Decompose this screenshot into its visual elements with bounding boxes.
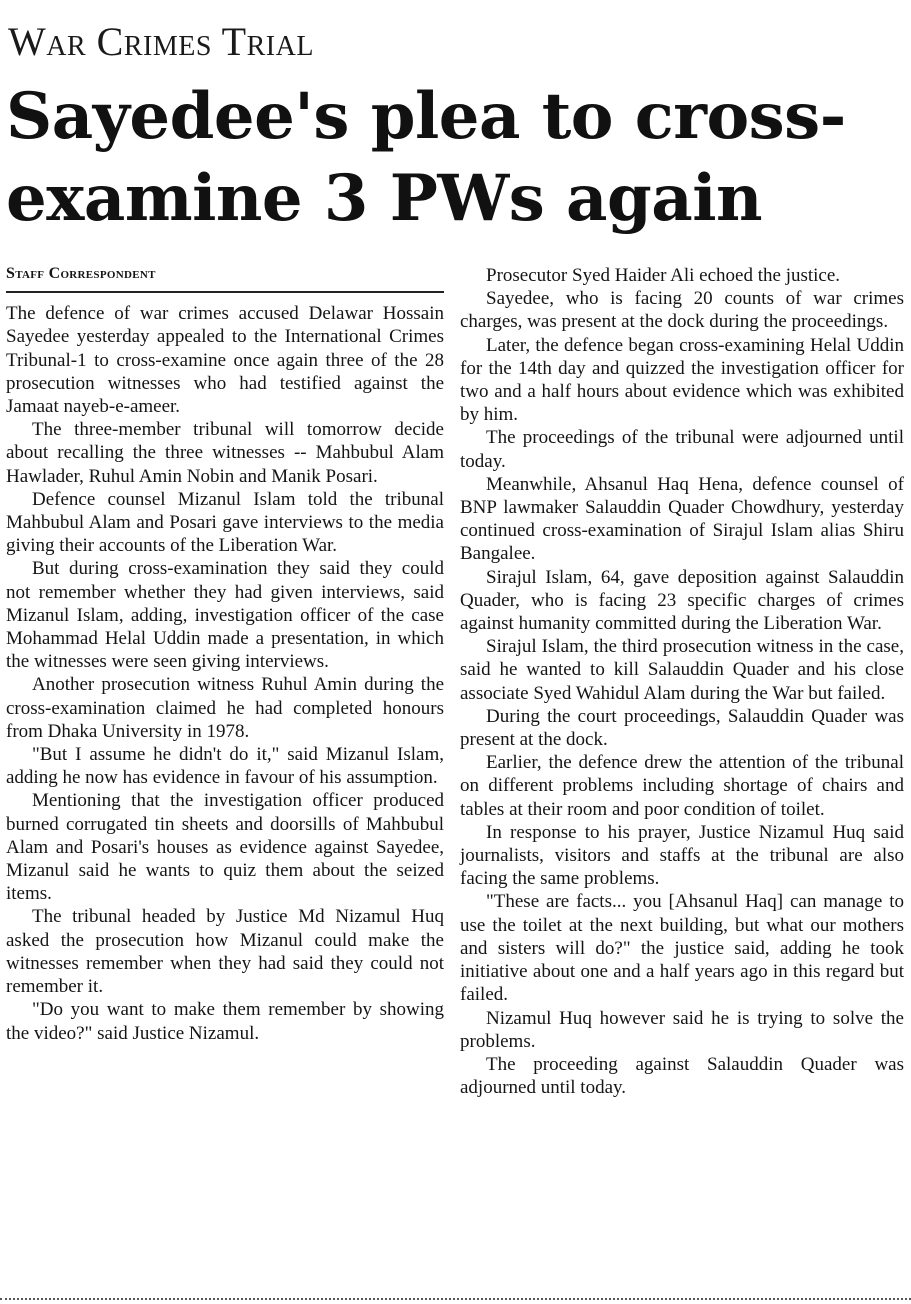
paragraph: Prosecutor Syed Haider Ali echoed the justice. — [486, 265, 841, 286]
article-column-left — [6, 262, 444, 1045]
paragraph: The proceedings of the tribunal were adjourned until today. — [460, 427, 904, 472]
paragraph: The three-member tribunal will tomorrow decide about recalling the three witnesses -- Mahbubul Alam Hawlader, Ruhul Amin Nobin and Manik Posari. — [6, 419, 444, 487]
section-kicker: War Crimes Trial — [8, 19, 314, 64]
paragraph: Sirajul Islam, 64, gave deposition against Salauddin Quader, who is facing 23 specific charges of crimes against humanity committed during the Liberation War. — [460, 566, 904, 635]
paragraph: "But I assume he didn't do it," said Mizanul Islam, adding he now has evidence in favour of his assumption. — [6, 744, 444, 789]
paragraph: Sayedee, who is facing 20 counts of war crimes charges, was present at the dock during the proceedings. — [460, 288, 904, 333]
paragraph: Meanwhile, Ahsanul Haq Hena, defence counsel of BNP lawmaker Salauddin Quader Chowdhury, yesterday continued cross-examination of Sirajul Islam alias Shiru Bangalee. — [460, 473, 904, 565]
bottom-cut-line — [0, 1298, 911, 1300]
headline-line-2: examine 3 PWs again — [6, 161, 763, 236]
paragraph: The proceeding against Salauddin Quader was adjourned until today. — [460, 1053, 904, 1099]
paragraph: Later, the defence began cross-examining Helal Uddin for the 14th day and quizzed the investigation officer for two and a half hours about evidence which was exhibited by him. — [460, 334, 904, 426]
paragraph: During the court proceedings, Salauddin Quader was present at the dock. — [460, 705, 904, 751]
paragraph: Sirajul Islam, the third prosecution witness in the case, said he wanted to kill Salauddin Quader and his close associate Syed Wahidul Alam during the War but failed. — [460, 636, 904, 704]
paragraph: Nizamul Huq however said he is trying to solve the problems. — [460, 1007, 904, 1052]
paragraph: But during cross-examination they said they could not remember whether they had given interviews, said Mizanul Islam, adding, investigation officer of the case Mohammad Helal Uddin made a presentation, in which the witnesses were seen giving interviews. — [6, 558, 444, 673]
paragraph: The tribunal headed by Justice Md Nizamul Huq asked the prosecution how Mizanul could make the witnesses remember when they had said they could not remember it. — [6, 906, 444, 998]
headline-line-1: Sayedee's plea to cross- — [6, 79, 846, 154]
paragraph: Defence counsel Mizanul Islam told the tribunal Mahbubul Alam and Posari gave interviews to the media giving their accounts of the Liberation War. — [6, 488, 444, 557]
article-column-right — [460, 264, 904, 1099]
paragraph: Mentioning that the investigation officer produced burned corrugated tin sheets and doorsills of Mahbubul Alam and Posari's houses as evidence against Sayedee, Mizanul said he wants to quiz them about the seized items. — [6, 790, 444, 905]
paragraph: "These are facts... you [Ahsanul Haq] can manage to use the toilet at the next building, but what our mothers and sisters will do?" the justice said, adding he took initiative about one and a half years ago in this regard but failed. — [460, 891, 904, 1006]
paragraph: Earlier, the defence drew the attention of the tribunal on different problems including shortage of chairs and tables at their room and poor condition of toilet. — [460, 752, 904, 820]
headline — [6, 76, 906, 240]
byline: Staff Correspondent — [6, 262, 444, 293]
paragraph: "Do you want to make them remember by showing the video?" said Justice Nizamul. — [6, 999, 444, 1044]
paragraph: The defence of war crimes accused Delawar Hossain Sayedee yesterday appealed to the International Crimes Tribunal-1 to cross-examine once again three of the 28 prosecution witnesses who had testified against the Jamaat nayeb-e-ameer. — [6, 303, 444, 418]
paragraph: Another prosecution witness Ruhul Amin during the cross-examination claimed he had completed honours from Dhaka University in 1978. — [6, 674, 444, 742]
paragraph: In response to his prayer, Justice Nizamul Huq said journalists, visitors and staffs at the tribunal are also facing the same problems. — [460, 821, 904, 890]
